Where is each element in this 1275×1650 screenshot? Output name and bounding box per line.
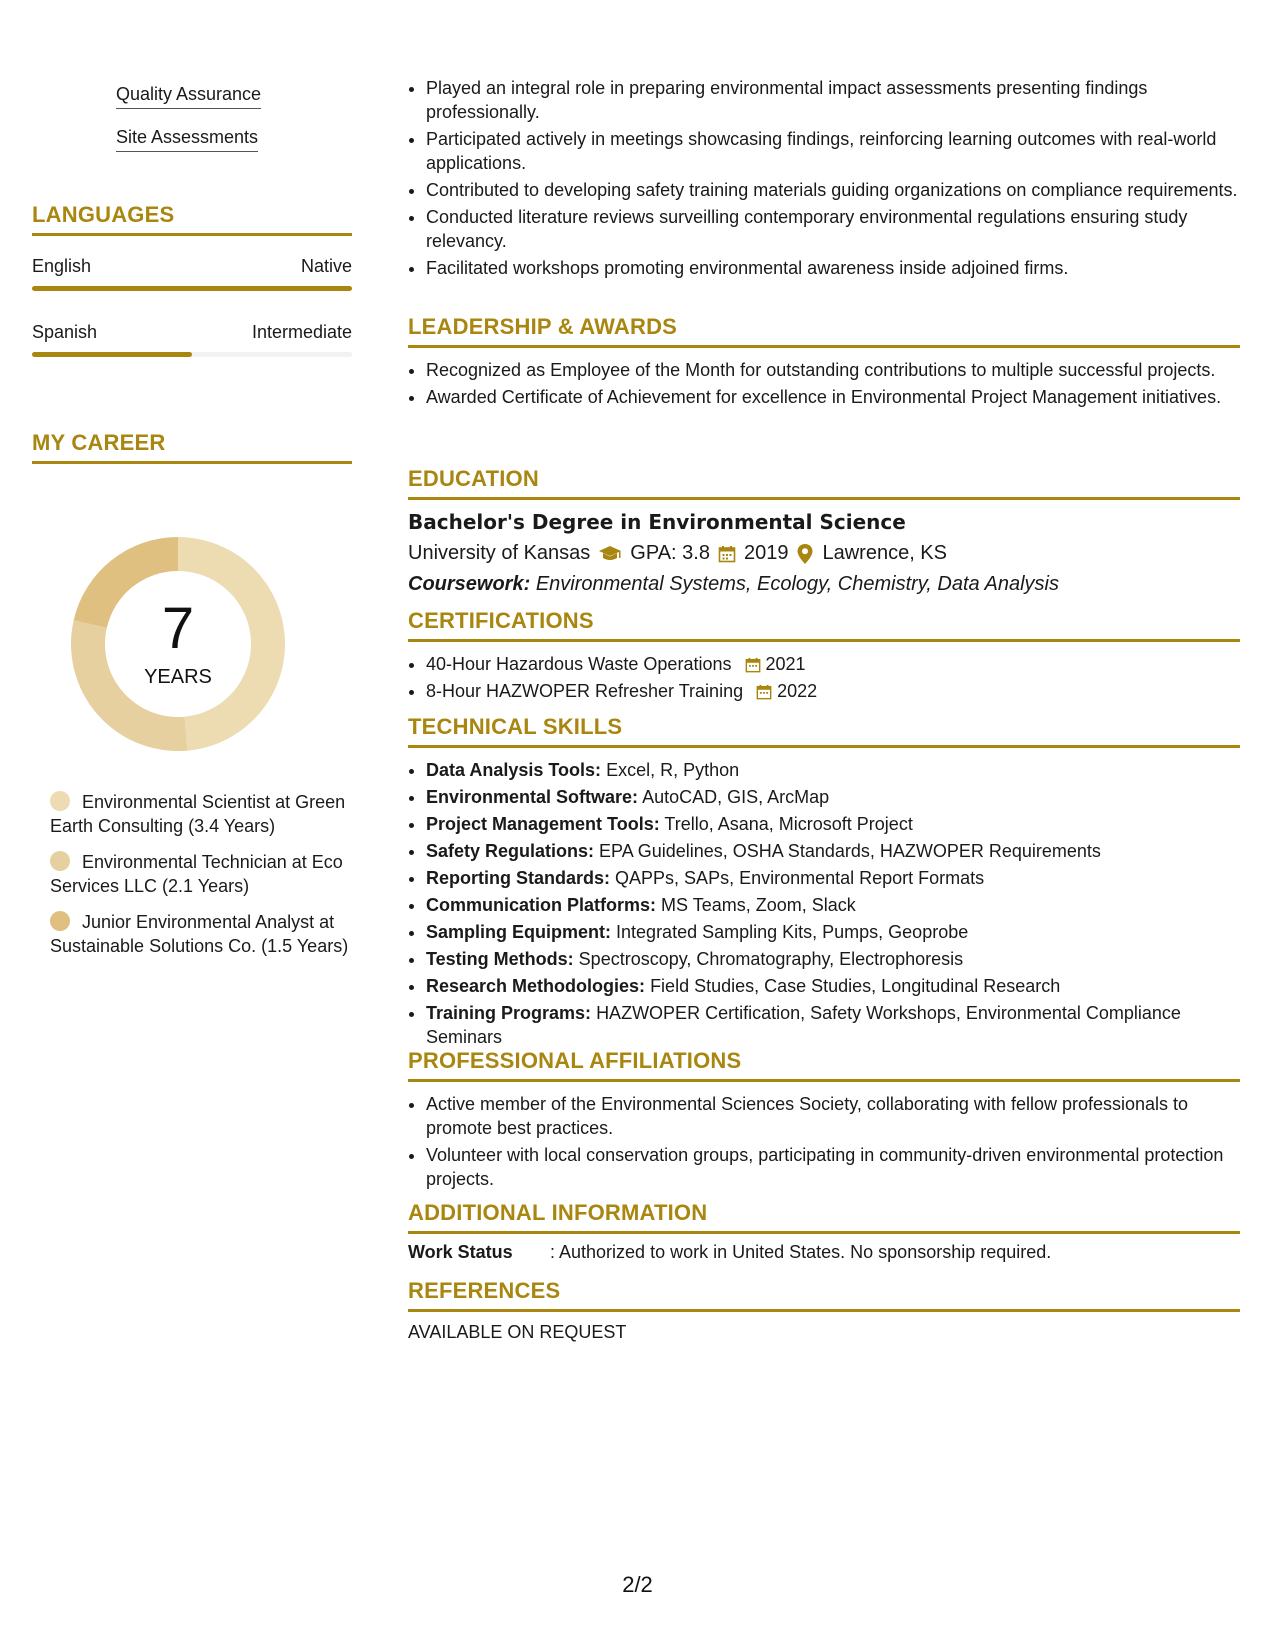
career-heading: MY CAREER <box>32 430 352 464</box>
skill-value: AutoCAD, GIS, ArcMap <box>642 787 830 807</box>
career-donut-chart <box>66 532 290 756</box>
language-bar <box>32 352 352 357</box>
list-item: • Volunteer with local conservation groups, participating in community-driven environmental protection projects. <box>426 1143 1240 1191</box>
list-item <box>426 758 1240 782</box>
section-heading: TECHNICAL SKILLS <box>408 714 1240 748</box>
list-item <box>426 947 1240 971</box>
skill-value: HAZWOPER Certification, Safety Workshops, Environmental Compliance Seminars <box>426 1003 1181 1047</box>
skill-label: Communication Platforms: <box>426 895 657 915</box>
list-item <box>426 974 1240 998</box>
career-item-text: Junior Environmental Analyst at Sustainable Solutions Co. (1.5 Years) <box>50 912 349 956</box>
legend-dot-icon <box>50 851 70 871</box>
list-item <box>426 1001 1240 1049</box>
page-number: 2/2 <box>622 1572 653 1597</box>
list-item <box>426 652 1240 676</box>
school-name: University of Kansas <box>408 542 591 564</box>
legend-dot-icon <box>50 791 70 811</box>
list-item: • Contributed to developing safety training materials guiding organizations on compliance requirements. <box>426 178 1240 202</box>
school-location: Lawrence, KS <box>822 542 947 564</box>
career-item <box>50 790 350 838</box>
languages-heading: LANGUAGES <box>32 202 352 236</box>
calendar-icon <box>745 657 761 673</box>
education-section <box>408 466 1240 596</box>
section-heading: REFERENCES <box>408 1278 1240 1312</box>
language-bar-fill <box>32 352 192 357</box>
degree-title: Bachelor's Degree in Environmental Science <box>408 510 906 534</box>
list-item: • Awarded Certificate of Achievement for excellence in Environmental Project Management initiatives. <box>426 385 1240 409</box>
skill-value: Integrated Sampling Kits, Pumps, Geoprobe <box>616 922 969 942</box>
career-legend <box>50 790 350 970</box>
skill-label: Sampling Equipment: <box>426 922 612 942</box>
language-level: Native <box>300 256 352 276</box>
section-heading: PROFESSIONAL AFFILIATIONS <box>408 1048 1240 1082</box>
skill-value: Spectroscopy, Chromatography, Electrophoresis <box>578 949 964 969</box>
list-item: • Recognized as Employee of the Month for outstanding contributions to multiple successful projects. <box>426 358 1240 382</box>
list-item: • Active member of the Environmental Sciences Society, collaborating with fellow professionals to promote best practices. <box>426 1092 1240 1140</box>
list-item: • Facilitated workshops promoting environmental awareness inside adjoined firms. <box>426 256 1240 280</box>
skill-tag: Quality Assurance <box>116 84 261 109</box>
graduation-cap-icon <box>598 545 622 563</box>
language-row <box>32 256 352 277</box>
certification-name: 40-Hour Hazardous Waste Operations <box>426 654 732 674</box>
list-item <box>426 679 1240 703</box>
work-status-label: Work Status <box>408 1242 513 1262</box>
graduation-year: 2019 <box>743 542 789 564</box>
skill-value: QAPPs, SAPs, Environmental Report Formats <box>615 868 985 888</box>
career-item-text: Environmental Scientist at Green Earth Consulting (3.4 Years) <box>50 792 346 836</box>
education-details <box>408 542 1240 565</box>
work-status-row <box>408 1242 1240 1263</box>
skill-tag: Site Assessments <box>116 127 258 152</box>
list-item <box>426 866 1240 890</box>
work-status-value: : Authorized to work in United States. No sponsorship required. <box>550 1242 1052 1262</box>
location-pin-icon <box>796 543 814 565</box>
donut-center <box>66 532 290 756</box>
language-name: Spanish <box>32 322 98 342</box>
skill-value: Excel, R, Python <box>606 760 740 780</box>
section-heading: ADDITIONAL INFORMATION <box>408 1200 1240 1234</box>
skill-label: Research Methodologies: <box>426 976 646 996</box>
list-item <box>426 893 1240 917</box>
certifications-section <box>408 608 1240 706</box>
legend-dot-icon <box>50 911 70 931</box>
skill-label: Project Management Tools: <box>426 814 660 834</box>
skill-label: Testing Methods: <box>426 949 574 969</box>
certification-year: 2021 <box>765 654 806 674</box>
section-heading: CERTIFICATIONS <box>408 608 1240 642</box>
coursework-list: Environmental Systems, Ecology, Chemistry, Data Analysis <box>535 573 1059 595</box>
skill-value: Trello, Asana, Microsoft Project <box>664 814 913 834</box>
list-item <box>426 812 1240 836</box>
calendar-icon <box>718 545 736 563</box>
section-heading: EDUCATION <box>408 466 1240 500</box>
affiliations-list <box>408 1092 1240 1191</box>
list-item <box>426 920 1240 944</box>
career-years-label: YEARS <box>144 665 212 688</box>
certification-name: 8-Hour HAZWOPER Refresher Training <box>426 681 744 701</box>
skill-value: EPA Guidelines, OSHA Standards, HAZWOPER Requirements <box>599 841 1101 861</box>
leadership-section <box>408 314 1240 412</box>
skill-value: MS Teams, Zoom, Slack <box>661 895 856 915</box>
experience-section <box>408 76 1240 283</box>
skill-value: Field Studies, Case Studies, Longitudinal Research <box>650 976 1061 996</box>
language-bar <box>32 286 352 291</box>
coursework-label: Coursework: <box>408 573 531 595</box>
technical-skills-section <box>408 714 1240 1052</box>
career-item-text: Environmental Technician at Eco Services LLC (2.1 Years) <box>50 852 343 896</box>
skill-label: Environmental Software: <box>426 787 639 807</box>
additional-info-section <box>408 1200 1240 1263</box>
references-text: AVAILABLE ON REQUEST <box>408 1322 627 1342</box>
career-item <box>50 910 350 958</box>
list-item: • Conducted literature reviews surveilling contemporary environmental regulations ensuring study relevancy. <box>426 205 1240 253</box>
certifications-list <box>408 652 1240 703</box>
language-row <box>32 322 352 343</box>
list-item: • Played an integral role in preparing environmental impact assessments presenting findings professionally. <box>426 76 1240 124</box>
affiliations-section <box>408 1048 1240 1194</box>
section-heading: LEADERSHIP & AWARDS <box>408 314 1240 348</box>
career-item <box>50 850 350 898</box>
leadership-list <box>408 358 1240 409</box>
experience-bullets <box>408 76 1240 280</box>
technical-skills-list <box>408 758 1240 1049</box>
certification-year: 2022 <box>777 681 818 701</box>
career-years-value: 7 <box>161 595 195 661</box>
skill-label: Data Analysis Tools: <box>426 760 602 780</box>
list-item: • Participated actively in meetings showcasing findings, reinforcing learning outcomes with real-world applications. <box>426 127 1240 175</box>
coursework <box>408 573 1240 596</box>
skill-label: Training Programs: <box>426 1003 592 1023</box>
list-item <box>426 839 1240 863</box>
skill-label: Safety Regulations: <box>426 841 595 861</box>
list-item <box>426 785 1240 809</box>
language-name: English <box>32 256 92 276</box>
language-level: Intermediate <box>251 322 352 342</box>
calendar-icon <box>756 684 772 700</box>
references-section <box>408 1278 1240 1343</box>
gpa: GPA: 3.8 <box>630 542 710 564</box>
language-bar-fill <box>32 286 352 291</box>
skill-label: Reporting Standards: <box>426 868 611 888</box>
